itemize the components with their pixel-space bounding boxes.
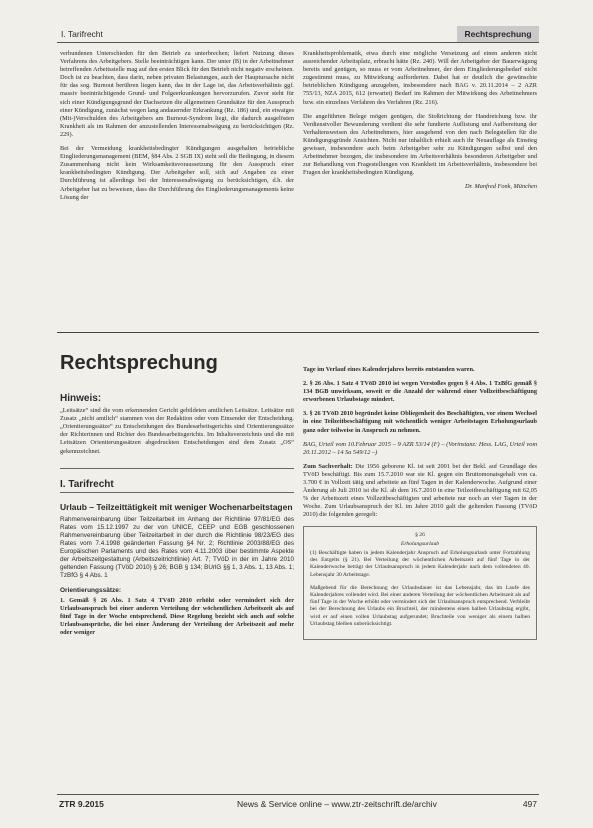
section-divider (57, 332, 539, 333)
orientation-sentence-3: 3. § 26 TVöD 2010 begründet keine Obliegenheit des Beschäftigten, vor einem Wechsel in eine Teilzeitbeschäftigung mit wöchentlich weniger Arbeitstagen Erholungsurlaub ganz oder teilweise in Anspruch zu nehmen. (303, 410, 537, 434)
page-footer (57, 794, 539, 809)
statute-title: Erholungsurlaub (400, 540, 440, 547)
review-author: Dr. Manfred Fonk, München (465, 183, 537, 191)
page-number: 497 (522, 799, 537, 809)
statute-number: § 26 (415, 531, 425, 538)
statute-paragraph: (1) Beschäftigte haben in jedem Kalenderjahr Anspruch auf Erholungsurlaub unter Fortzahlung des Entgelts (§ 21). Bei Verteilung der wöchentlichen Arbeitszeit auf fünf Tage in der Kalenderwoche beträgt der Urlaubsanspruch in jedem Kalenderjahr nach dem vollendeten 40. Lebensjahr 30 Arbeitstage. (310, 549, 530, 578)
facts-text: Die 1956 geborene Kl. ist seit 2001 bei der Bekl. auf Grundlage des TVöD beschäftigt. Bis zum 15.7.2010 war sie Kl. gegen ein Bruttomonatsgehalt von ca. 3.700 € in Vollzeit tätig und arbeitete an fünf Tagen in der Kalenderwoche. Aufgrund einer Änderung ab Juli 2010 ist die Kl. ab dem 16.7.2010 in eine Teilzeitbeschäftigung mit 62,05 % der Arbeitszeit eines Vollzeitbeschäftigten und arbeitete nur noch an vier Tagen in der Woche. Zum Urlaubsanspruch der Kl. im Jahre 2010 galt die geltenden Fassung (TVöD 2010) die folgenden geregelt: (303, 462, 537, 519)
case-citation: BAG, Urteil vom 10.Februar 2015 – 9 AZR 53/14 (F) – (Vorinstanz: Hess. LAG, Urteil vom 20.11.2012 – 14 Sa 549/12 –) (303, 440, 537, 456)
orientation-heading: Orientierungssätze: (60, 586, 122, 594)
article-title: Urlaub – Teilzeittätigkeit mit weniger Wochenarbeitstagen (60, 501, 293, 512)
case-column-left (60, 395, 294, 643)
orientation-continuation: Tage im Verlauf eines Kalenderjahres bereits entstanden waren. (303, 366, 475, 373)
journal-issue: ZTR 9.2015 (59, 799, 104, 809)
hinweis-text: „Leitsätze“ sind die vom erkennenden Gericht gebildeten amtlichen Leitsätze. Leitsätze mit Zusatz „nicht amtlich“ stammen von der Redaktion oder vom Einsender der Entscheidung. „Orientierungssätze“ zu Entscheidungen des Bundesarbeitsgerichts sind Orientierungssätze der Richterinnen und Richter des Bundesarbeitsgerichts. Im Inhaltsverzeichnis und die mit Leitsätzen Orientierungssätzen abgedruckten Entscheidungen sind dem Zusatz „OS“ gekennzeichnet. (60, 407, 294, 455)
review-column-left (60, 50, 294, 208)
case-column-right (303, 366, 537, 640)
article-norms: Rahmenvereinbarung über Teilzeitarbeit im Anhang der Richtlinie 97/81/EG des Rates vom 15.12.1997 zu der von UNICE, CEEP und EGB geschlossenen Rahmenvereinbarung über Teilzeitarbeit in der durch die Richtlinie 98/23/EG des Rates vom 7.4.1998 geänderten Fassung §4 Nr. 2; Richtlinie 2003/88/EG des Europäischen Parlaments und des Rates vom 4.11.2003 über bestimmte Aspekte der Arbeitszeitgestaltung (Arbeitszeitrichtlinie) Art. 7; TVöD in der im Jahre 2010 geltenden Fassung (TVöD 2010) § 26; BGB § 134; BUrlG §§ 1, 3 Abs. 1, 13 Abs. 1; TzBfG § 4 Abs. 1 (60, 515, 294, 580)
hinweis-box (60, 395, 294, 469)
statute-box (303, 526, 537, 640)
review-paragraph: Krankheitsproblematik, etwa durch eine mögliche Versetzung auf einen anderen nicht ausreichender Arbeitsplatz, erbracht hätte (Rz. 240). Will der Arbeitgeber der Bauerwägung bereits und genügen, so muss er vom Arbeitnehmer, der dem Eingliederungsbedarf nicht zugestimmt muss, zu Mitwirkung aufforderten. Dabei hat er deutlich die gewünschte betrieblichen Kündigung anzugeben, insbesondere nach BAG v. 20.11.2014 – 2 AZR 755/13, NZA 2015, 612 (erwartet) Bedarf im Rahmen der Mitwirkung des Arbeitnehmers bzw. ein einzelnes Verfahren des Verfahren (Rz. 216). (303, 50, 537, 106)
review-paragraph: Bei der Vermeidung krankheitsbedingter Kündigungen ausgehalten betriebliche Eingliederungsmanagement (BEM, §84 Abs. 2 SGB IX) steht soll die Bedingung, in diesem Zusammenhang nicht kein Wirksamkeitsvoraussetzung für den Ausspruch einer krankheitsbedingten Kündigung. Der Arbeitgeber soll, sich auf Angaben zu einer Durchführung ist allerdings bei der Interessenabwägung zu berücksichtigen, d.h. der Arbeitgeber hat zu beweisen, dass die Durchführung des Eingliederungsmanagements keine Lösung der (60, 145, 294, 201)
orientation-sentence-2: 2. § 26 Abs. 1 Satz 4 TVöD 2010 ist wegen Verstoßes gegen § 4 Abs. 1 TzBfG gemäß § 134 BGB unwirksam, soweit er die Anzahl der während einer Vollzeitbeschäftigung erworbenen Urlaubstage mindert. (303, 380, 537, 404)
hinweis-title: Hinweis: (60, 393, 102, 404)
facts-label: Zum Sachverhalt: (303, 462, 353, 470)
running-header (57, 26, 539, 43)
header-section-label: I. Tarifrecht (61, 29, 103, 39)
facts-paragraph (303, 463, 537, 520)
review-column-right (303, 50, 537, 198)
review-paragraph: verbundenen Unterschieden für den Betrieb zu unterbrechen; liefert Nutzung dieses Verfahrens des Arbeitgebers. Stelle beeinträchtigen kann. Der unter (B) in der Arbeitnehmer betreffenden Arbeitsstelle mag auf den ersten Blick für den Betrieb nicht negativ erscheinen. Doch ist zu beachten, dass darin, neben privaten Belastungen, auch der Hauptursache nicht für das sog. Burnout berühren liegen kann, das in der Lage ist, das Arbeitsverhältnis ggf. massiv beeinträchtigende Grund- und Folgeerkrankungen hervorzurufen. Zuvor steht für sich einer Kündigungsgrund der Dachsetzen die allgemeinen Grundsätze für den Ausspruch einer Kündigung, zunächst wegen lang andauernder Erkrankung (Rz. 186) und, ein etwaiges (Mit-)Verschulden des Arbeitgebers am Burnout-Syndrom liegt, die dadurch ausgelösten Krankheit als im Rahmen der anzustellenden Interessenabwägung zu berücksichtigen (Rz. 229). (60, 50, 294, 138)
subsection-heading: I. Tarifrecht (60, 481, 294, 493)
archive-link[interactable]: News & Service online – www.ztr-zeitschrift.de/archiv (237, 799, 437, 809)
statute-paragraph: Maßgebend für die Berechnung der Urlaubsdauer ist das Lebensjahr, das im Laufe des Kalenderjahres vollendet wird. Bei einer anderen Verteilung der wöchentlichen Arbeitszeit als auf fünf Tage in der Woche erhöht oder vermindert sich der Urlaubsanspruch entsprechend. Verbleibt bei der Berechnung des Urlaubs ein Bruchteil, der mindestens einen halben Urlaubstag ergibt, wird er auf einen vollen Urlaubstag aufgerundet; Bruchteile von weniger als einem halben Urlaubstag bleiben unberücksichtigt. (310, 584, 530, 627)
section-title: Rechtsprechung (60, 352, 218, 374)
header-category-tab: Rechtsprechung (457, 26, 539, 42)
orientation-sentence-1: 1. Gemäß § 26 Abs. 1 Satz 4 TVöD 2010 erhöht oder vermindert sich der Urlaubsanspruch bei einer anderen Verteilung der wöchentlichen Arbeitszeit als auf fünf Tage in der Woche entsprechend. Diese Regelung bezieht sich auch auf solche Urlaubsansprüche, die bei einer Änderung der Verteilung der Arbeitszeit auf mehr oder weniger (60, 596, 294, 636)
review-paragraph: Die angeführten Belege mögen genügen, die Stoßrichtung der Handreichung bzw. ihr Verdienstvoller Bewunderung verdient die sehr fundierte Auflistung und Aufbereitung der Verhaltensweisen des Arbeitnehmers, hier ausgehend von den nach Belegstellen für die Kündigungsgründe Ansichten. Nicht nur inhaltlich erhielt auch ihr Neuauflage als Einstieg gewisser, insbesondere auch beim Arbeitgeber sehr zu Kündigungen selbst und den Arbeitnehmer bezogen, die insbesondere im Arbeitsverhältnis besonderen Arbeitgeber und zur Behandlung von Fragestellungen von Krankheit im Arbeitsverhältnis, insbesondere bei Fragen der krankheitsbedingten Kündigung. (303, 112, 537, 177)
